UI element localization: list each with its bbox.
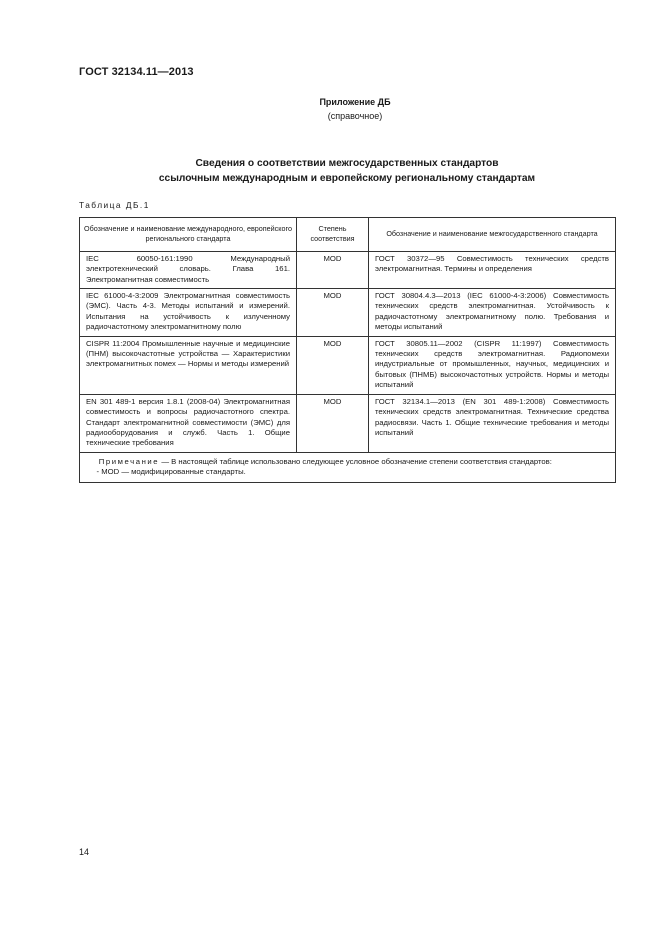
appendix-title: Приложение ДБ [319, 97, 391, 107]
cell-international-standard: IEC 61000-4-3:2009 Электромагнитная совместимость (ЭМС). Часть 4-3. Методы испытаний и измерений. Испытания на устойчивость к излученному радиочастотному электромагнитному полю [80, 289, 297, 337]
section-title-line-2: ссылочным международным и европейскому региональному стандартам [158, 173, 536, 184]
note-item: - MOD — модифицированные стандарты. [96, 467, 246, 477]
table-row [80, 394, 616, 452]
note-label: Примечание [98, 456, 160, 466]
table-note-row [80, 452, 616, 482]
cell-interstate-standard: ГОСТ 30805.11—2002 (CISPR 11:1997) Совместимость технических средств электромагнитная. Радиопомехи индустриальные от промышленных, научных, медицинских и бытовых (ПНМБ) высокочастотных устройств. Нормы и методы испытаний [369, 336, 616, 394]
cell-degree: MOD [297, 394, 369, 452]
section-title-line-1: Сведения о соответствии межгосударственных стандартов [195, 158, 499, 169]
cell-degree: MOD [297, 289, 369, 337]
table-row [80, 251, 616, 288]
table-header-row [80, 218, 616, 252]
header-degree: Степень соответствия [297, 218, 369, 252]
note-body: — В настоящей таблице использовано следующее условное обозначение степени соответствия стандартов: [159, 456, 552, 466]
table-row [80, 289, 616, 337]
table-caption: Таблица ДБ.1 [79, 200, 150, 210]
cell-degree: MOD [297, 251, 369, 288]
cell-international-standard: CISPR 11:2004 Промышленные научные и медицинские (ПНМ) высокочастотные устройства — Характеристики электромагнитных помех — Нормы и методы измерений [80, 336, 297, 394]
appendix-heading [280, 95, 430, 123]
cell-interstate-standard: ГОСТ 30372—95 Совместимость технических средств электромагнитная. Термины и определения [369, 251, 616, 288]
cell-international-standard: IEC 60050-161:1990 Международный электротехнический словарь. Глава 161. Электромагнитная совместимость [80, 251, 297, 288]
appendix-subtitle: (справочное) [327, 111, 383, 121]
header-interstate-standard: Обозначение и наименование межгосударственного стандарта [369, 218, 616, 252]
document-header: ГОСТ 32134.11—2013 [79, 66, 194, 78]
page-number: 14 [79, 847, 90, 857]
cell-interstate-standard: ГОСТ 30804.4.3—2013 (IEC 61000-4-3:2006) Совместимость технических средств электромагнитная. Устойчивость к радиочастотному электромагнитному полю. Требования и методы испытаний [369, 289, 616, 337]
note-text [88, 457, 607, 467]
header-international-standard: Обозначение и наименование международного, европейского регионального стандарта [80, 218, 297, 252]
cell-international-standard: EN 301 489-1 версия 1.8.1 (2008-04) Электромагнитная совместимость и вопросы радиочастотного спектра. Стандарт электромагнитной совместимости (ЭМС) для радиооборудования и служб. Часть 1. Общие технические требования [80, 394, 297, 452]
table-row [80, 336, 616, 394]
cell-degree: MOD [297, 336, 369, 394]
correspondence-table [79, 217, 616, 483]
section-title [79, 156, 615, 186]
table-note [80, 452, 616, 482]
cell-interstate-standard: ГОСТ 32134.1—2013 (EN 301 489-1:2008) Совместимость технических средств электромагнитная. Технические средства радиосвязи. Часть 1. Общие технические требования и методы испытаний [369, 394, 616, 452]
